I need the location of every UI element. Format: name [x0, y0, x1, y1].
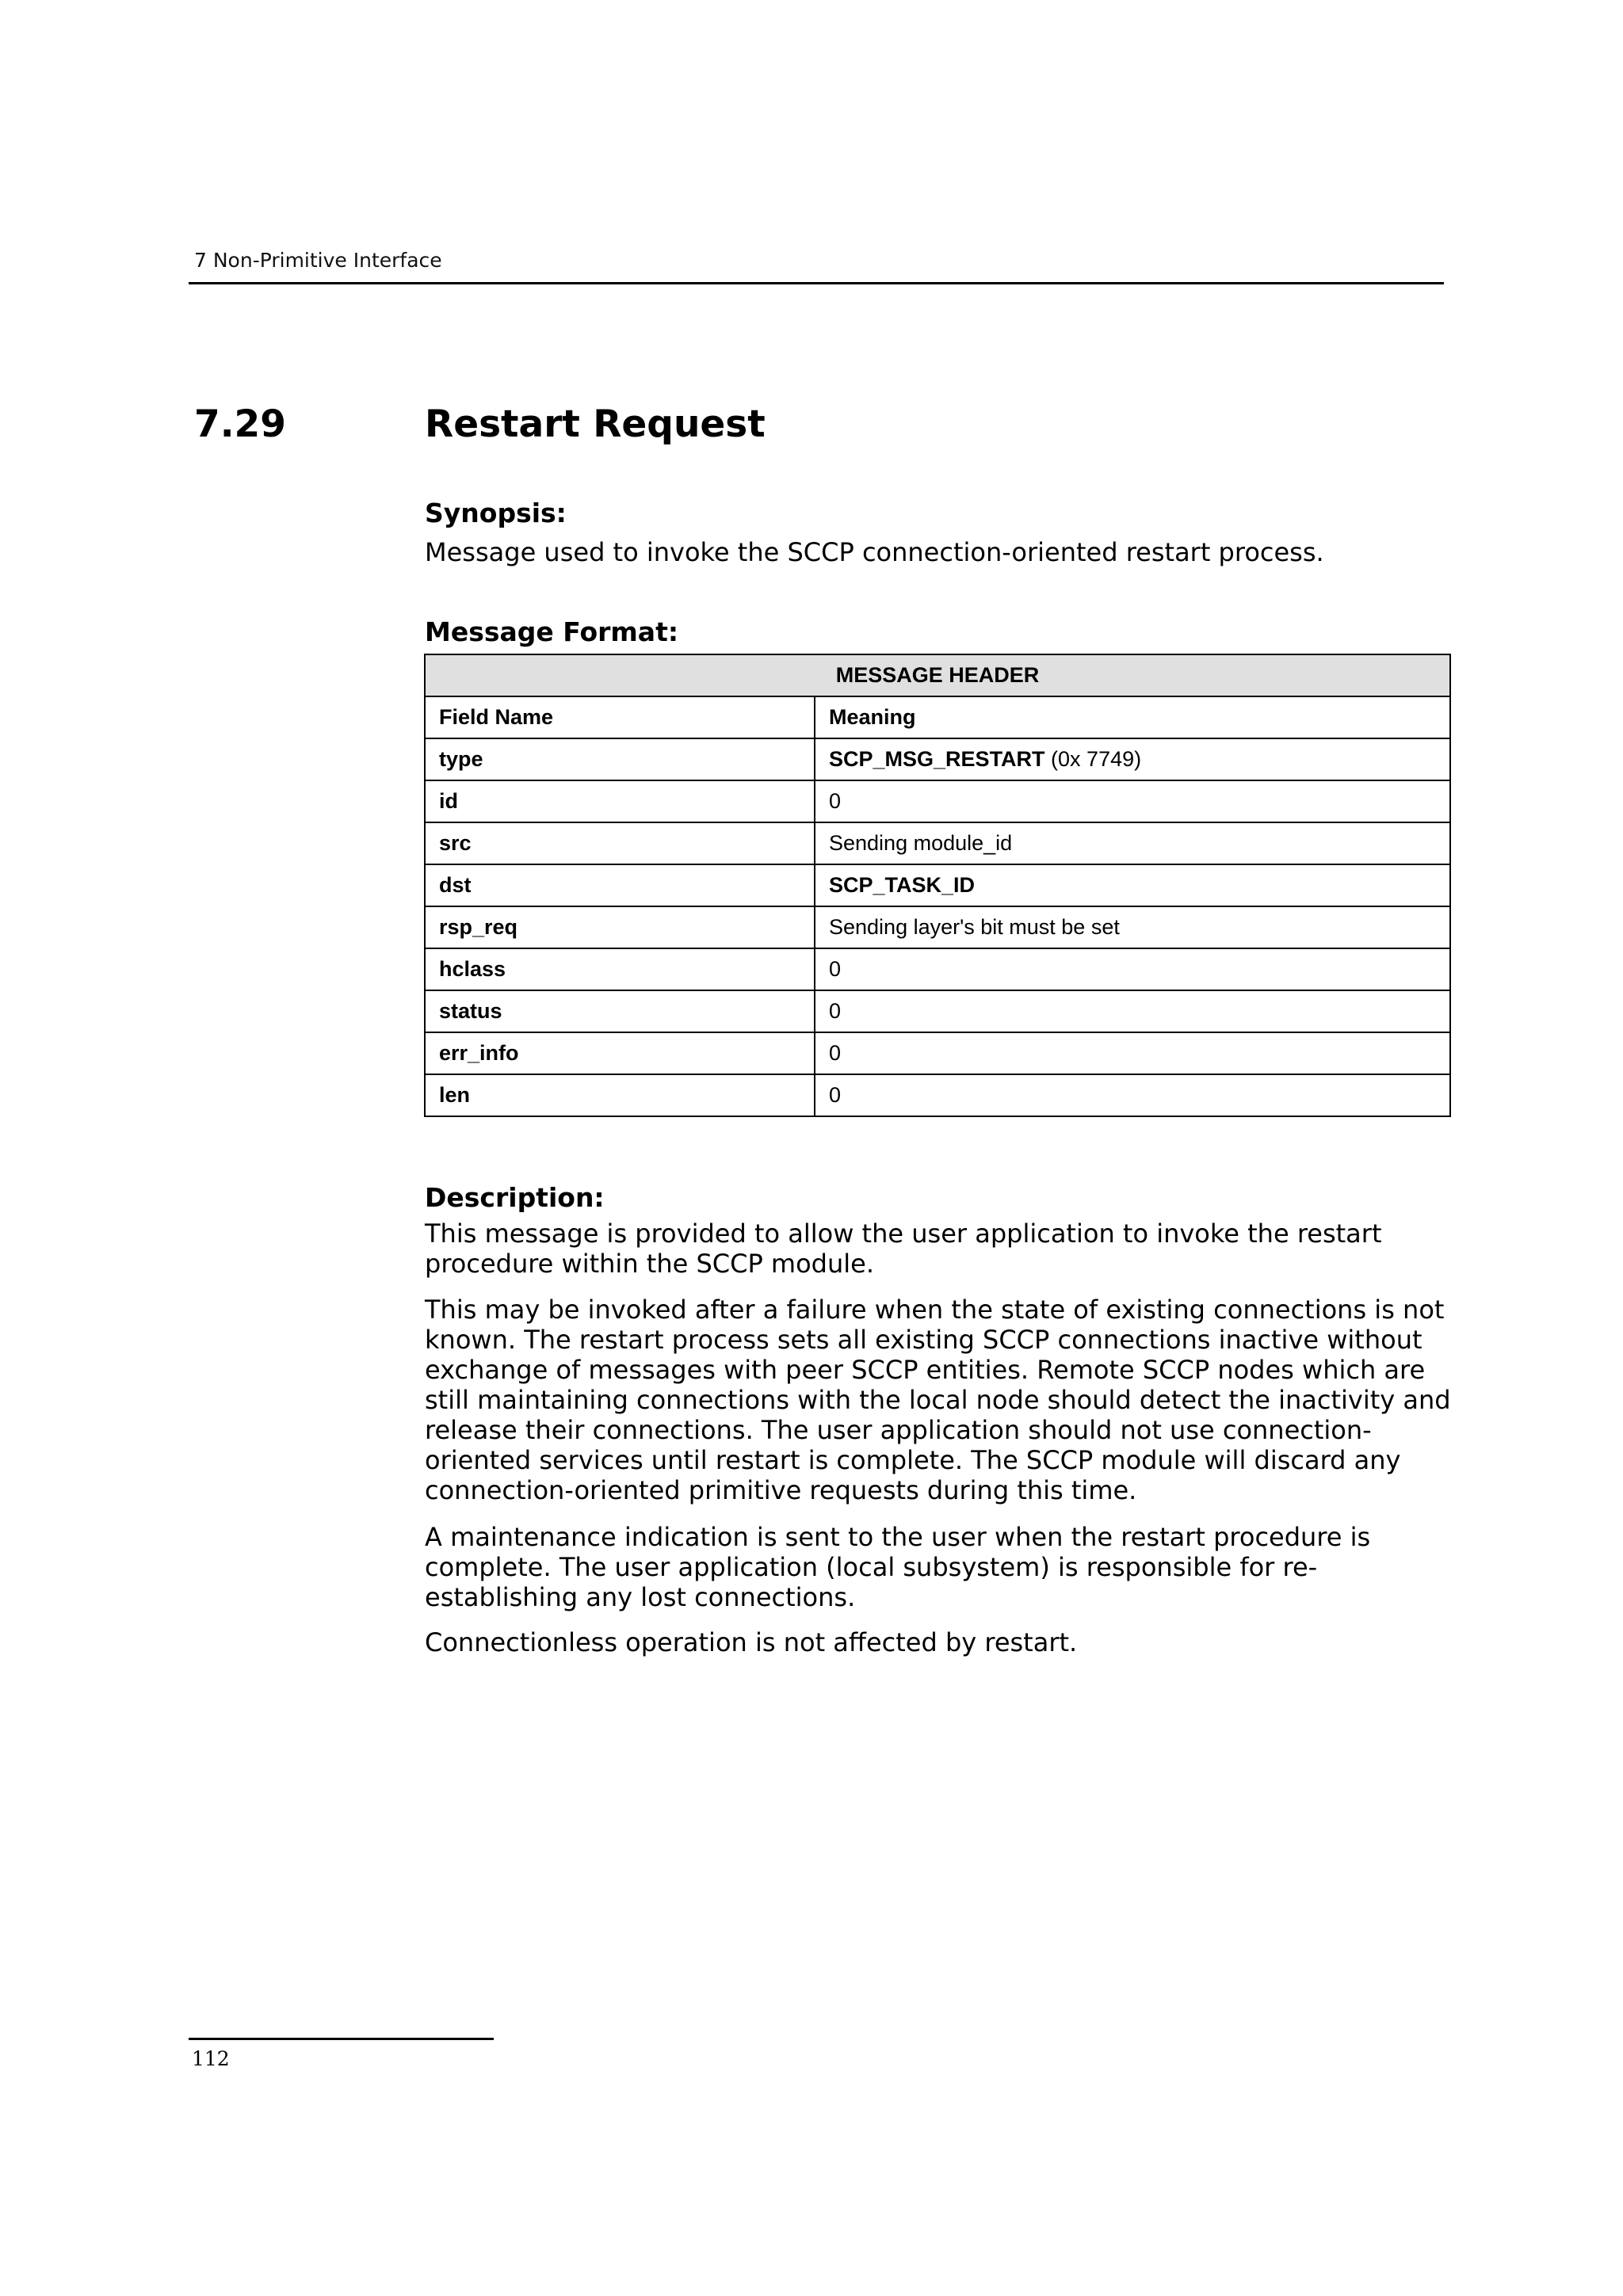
table-row	[425, 864, 1450, 906]
message-format-label: Message Format:	[425, 616, 679, 647]
description-paragraph-1	[425, 1219, 1455, 1279]
message-header-table	[424, 654, 1451, 1117]
table-row	[425, 990, 1450, 1032]
meaning-text: Sending layer's bit must be set	[829, 915, 1120, 939]
meaning-constant: SCP_MSG_RESTART	[829, 747, 1045, 771]
text-line: This message is provided to allow the user application to invoke the restart	[425, 1219, 1382, 1249]
table-column-header-row	[425, 696, 1450, 738]
text-line: Connectionless operation is not affected by restart.	[425, 1627, 1078, 1657]
header-rule	[189, 282, 1444, 284]
meaning-constant: SCP_TASK_ID	[829, 873, 976, 897]
description-paragraph-4	[425, 1627, 1455, 1657]
description-paragraph-3	[425, 1522, 1455, 1612]
text-line: connection-oriented primitive requests during this time.	[425, 1475, 1137, 1505]
section-title: Restart Request	[425, 402, 766, 446]
table-row	[425, 780, 1450, 822]
meaning-cell	[815, 948, 1450, 990]
meaning-text: 0	[829, 957, 842, 981]
footer-rule	[189, 2038, 494, 2040]
field-name-cell: type	[425, 738, 815, 780]
table-row	[425, 1032, 1450, 1074]
meaning-text: 0	[829, 789, 842, 813]
text-line: still maintaining connections with the local node should detect the inactivity and	[425, 1385, 1451, 1415]
field-name-cell: len	[425, 1074, 815, 1116]
text-line: A maintenance indication is sent to the user when the restart procedure is	[425, 1522, 1371, 1552]
meaning-text: Sending module_id	[829, 831, 1013, 855]
description-paragraph-2	[425, 1295, 1455, 1505]
field-name-cell: rsp_req	[425, 906, 815, 948]
table-row	[425, 738, 1450, 780]
meaning-cell	[815, 864, 1450, 906]
meaning-cell	[815, 780, 1450, 822]
running-header: 7 Non-Primitive Interface	[194, 249, 442, 272]
table-title-row	[425, 654, 1450, 696]
meaning-cell	[815, 990, 1450, 1032]
field-name-cell: err_info	[425, 1032, 815, 1074]
column-header-field-name: Field Name	[425, 696, 815, 738]
meaning-text: 0	[829, 1041, 842, 1065]
text-line: establishing any lost connections.	[425, 1582, 856, 1612]
description-label: Description:	[425, 1182, 605, 1213]
text-line: known. The restart process sets all existing SCCP connections inactive without	[425, 1325, 1423, 1355]
field-name-cell: src	[425, 822, 815, 864]
meaning-cell	[815, 738, 1450, 780]
field-name-cell: status	[425, 990, 815, 1032]
field-name-cell: dst	[425, 864, 815, 906]
field-name-cell: hclass	[425, 948, 815, 990]
meaning-cell	[815, 906, 1450, 948]
text-line: procedure within the SCCP module.	[425, 1249, 875, 1279]
table-row	[425, 948, 1450, 990]
column-header-meaning: Meaning	[815, 696, 1450, 738]
table-title: MESSAGE HEADER	[425, 654, 1450, 696]
text-line: release their connections. The user application should not use connection-	[425, 1415, 1372, 1445]
meaning-text: 0	[829, 1083, 842, 1107]
synopsis-text: Message used to invoke the SCCP connection-oriented restart process.	[425, 537, 1324, 567]
field-name-cell: id	[425, 780, 815, 822]
table-row	[425, 906, 1450, 948]
meaning-cell	[815, 1074, 1450, 1116]
meaning-text: 0	[829, 999, 842, 1023]
meaning-cell	[815, 822, 1450, 864]
meaning-cell	[815, 1032, 1450, 1074]
text-line: oriented services until restart is complete. The SCCP module will discard any	[425, 1445, 1401, 1475]
table-row	[425, 822, 1450, 864]
text-line: complete. The user application (local subsystem) is responsible for re-	[425, 1552, 1318, 1582]
page-number: 112	[192, 2047, 230, 2070]
section-number: 7.29	[194, 402, 286, 446]
synopsis-label: Synopsis:	[425, 498, 567, 528]
table-row	[425, 1074, 1450, 1116]
text-line: This may be invoked after a failure when the state of existing connections is not	[425, 1295, 1445, 1325]
text-line: exchange of messages with peer SCCP entities. Remote SCCP nodes which are	[425, 1355, 1426, 1385]
meaning-text: (0x 7749)	[1044, 747, 1142, 771]
